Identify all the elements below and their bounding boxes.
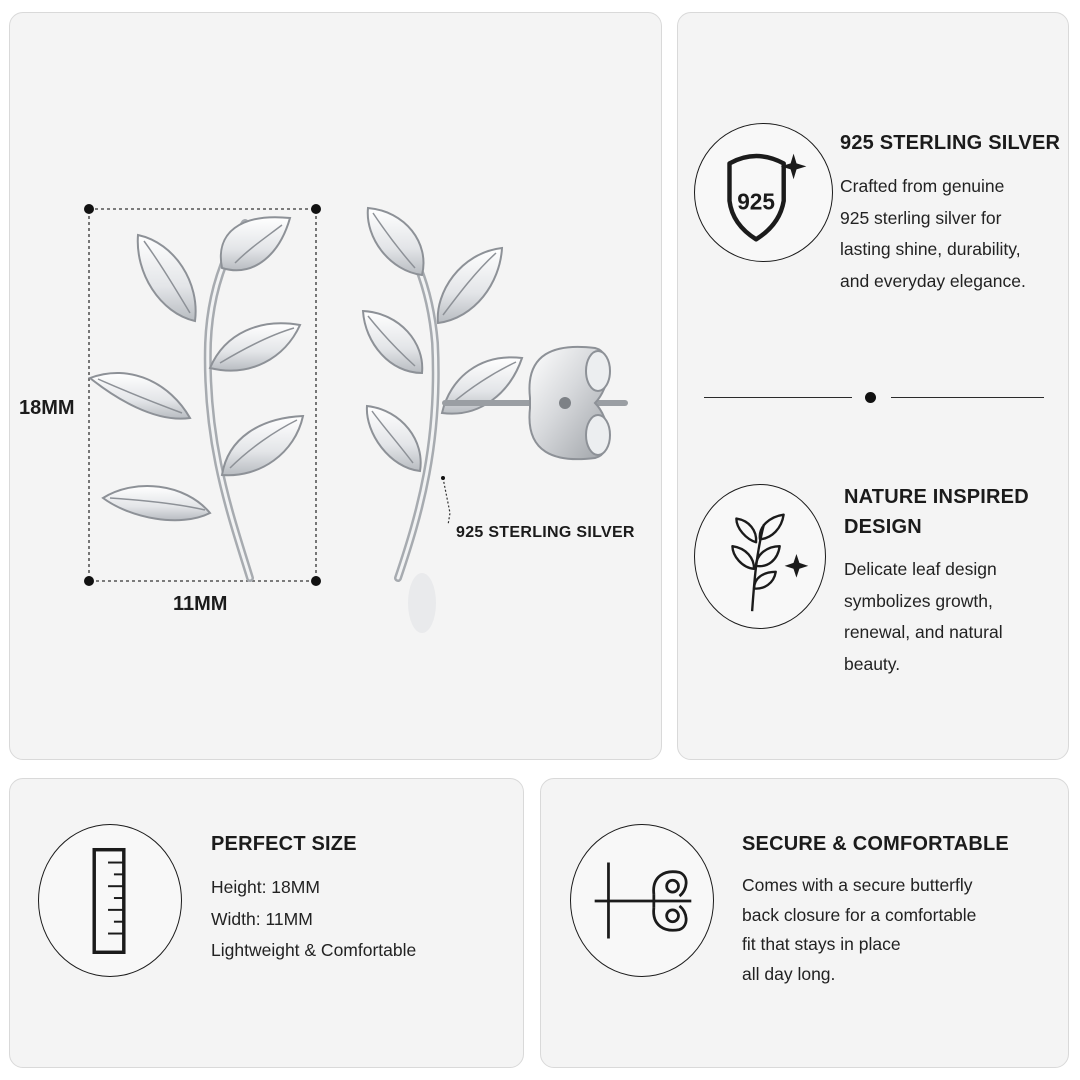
features-card [677, 12, 1069, 760]
ruler-icon [39, 825, 181, 976]
earring-side-view [363, 208, 625, 578]
butterfly-back-icon [571, 825, 713, 976]
size-card [9, 778, 524, 1068]
product-image-card [9, 12, 662, 760]
secure-feature-text: Comes with a secure butterfly back closure for a comfortable fit that stays in place all day long. [742, 875, 977, 984]
feature-divider-right [891, 397, 1044, 398]
secure-feature-title: SECURE & COMFORTABLE [742, 833, 1009, 855]
nature-feature-text: Delicate leaf design symbolizes growth, renewal, and natural beauty. [844, 559, 1003, 674]
dimension-frame [10, 13, 663, 761]
shield-925-icon [695, 124, 832, 261]
earring-front-view [90, 217, 303, 578]
leaf-badge-circle [694, 484, 826, 629]
silver-feature-text: Crafted from genuine 925 sterling silver for lasting shine, durability, and everyday elegance. [840, 176, 1026, 291]
material-callout-label: 925 STERLING SILVER [456, 524, 635, 541]
leaf-branch-icon [695, 485, 825, 628]
ruler-badge-circle [38, 824, 182, 977]
size-feature-title: PERFECT SIZE [211, 833, 357, 855]
size-feature-text: Height: 18MM Width: 11MM Lightweight & Comfortable [211, 877, 417, 960]
silver-feature-title: 925 STERLING SILVER [840, 132, 1061, 154]
height-dimension-label: 18MM [19, 397, 75, 419]
svg-text:925: 925 [737, 188, 776, 215]
feature-divider-left [704, 397, 852, 398]
feature-divider-dot [865, 392, 876, 403]
butterfly-badge-circle [570, 824, 714, 977]
silver-badge-circle [694, 123, 833, 262]
secure-card [540, 778, 1069, 1068]
width-dimension-label: 11MM [173, 593, 228, 615]
nature-feature-title: NATURE INSPIRED DESIGN [844, 486, 1029, 538]
